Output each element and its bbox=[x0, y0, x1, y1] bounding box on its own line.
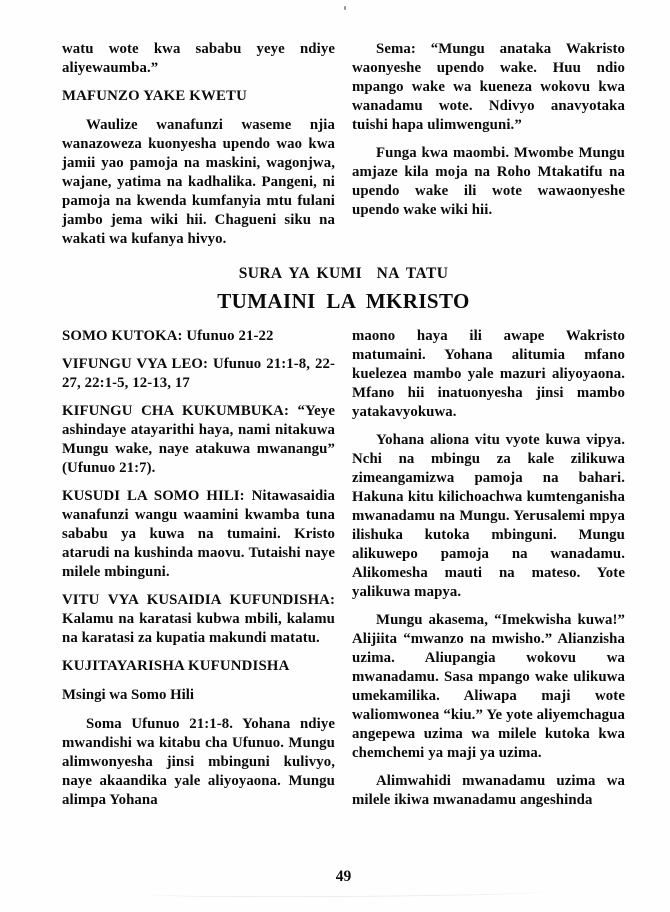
section-heading-mafunzo: MAFUNZO YAKE KWETU bbox=[62, 88, 248, 104]
chapter-header bbox=[62, 263, 625, 314]
lesson-section bbox=[62, 327, 625, 819]
mafunzo-paragraph: Waulize wanafunzi waseme njia wanazoweza kuonyesha upendo wao kwa jamii yao pamoja na maskini, wagonjwa, wajane, yatima na kadhalika. Pangeni, ni pamoja na kwenda kumfanyia mtu fulani jambo jema wiki hii. Chagueni siku na wakati wa kufanya hivyo. bbox=[62, 117, 335, 247]
scan-artifact-dot bbox=[344, 6, 346, 10]
kusudi-paragraph: KUSUDI LA SOMO HILI: Nitawasaidia wanafunzi wangu waamini kwamba tuna sababu ya kuwa na tumaini. Kristo atarudi na kushinda maovu. Tutaishi naye milele mbinguni. bbox=[62, 488, 335, 580]
section-heading-kujitayarisha: KUJITAYARISHA KUFUNDISHA bbox=[62, 658, 290, 674]
scan-artifact-line bbox=[150, 888, 542, 897]
somo-kutoka-line: SOMO KUTOKA: Ufunuo 21-22 bbox=[62, 328, 274, 344]
continuation-paragraph: watu wote kwa sababu yeye ndiye aliyewaumba.” bbox=[62, 41, 335, 76]
vitu-paragraph: VITU VYA KUSAIDIA KUFUNDISHA: Kalamu na karatasi kubwa mbili, kalamu na karatasi za kupatia makundi matatu. bbox=[62, 592, 335, 646]
lesson-right-column bbox=[352, 327, 625, 819]
mungu-akasema-paragraph: Mungu akasema, “Imekwisha kuwa!” Alijiita “mwanzo na mwisho.” Alianzisha uzima. Aliupangia wokovu wa mwanadamu. Sasa mpango wake ulikuwa umekamilika. Aliwapa maji wote waliomwonea “kiu.” Ye yote aliyemchagua angepewa uzima wa milele kutoka kwa chemchemi ya maji ya uzima. bbox=[352, 612, 625, 761]
chapter-title: TUMAINI LA MKRISTO bbox=[217, 289, 470, 313]
subheading-msingi: Msingi wa Somo Hili bbox=[62, 687, 194, 703]
maono-continuation-paragraph: maono haya ili awape Wakristo matumaini. Yohana alitumia mfano kuelezea mambo yale mazuri aliyoyaona. Mfano hii inatuonyesha jinsi mambo yatakavyokuwa. bbox=[352, 328, 625, 420]
intro-section bbox=[62, 40, 625, 258]
soma-ufunuo-paragraph: Soma Ufunuo 21:1-8. Yohana ndiye mwandishi wa kitabu cha Ufunuo. Mungu alimwonyesha jinsi mbinguni kulivyo, naye akaandika yale aliyoyaona. Mungu alimpa Yohana bbox=[62, 716, 335, 808]
chapter-kicker: SURA YA KUMI NA TATU bbox=[238, 265, 449, 282]
alimwahidi-paragraph: Alimwahidi mwanadamu uzima wa milele ikiwa mwanadamu angeshinda bbox=[352, 773, 625, 808]
lesson-left-column bbox=[62, 327, 335, 819]
vifungu-vya-leo-line: VIFUNGU VYA LEO: Ufunuo 21:1-8, 22-27, 22:1-5, 12-13, 17 bbox=[62, 356, 335, 391]
sema-paragraph: Sema: “Mungu anataka Wakristo waonyeshe upendo wake. Huu ndio mpango wake wa kueneza wokovu kwa wanadamu wote. Ndivyo anavyotaka tuishi hapa ulimwenguni.” bbox=[352, 41, 625, 133]
intro-right-column bbox=[352, 40, 625, 258]
yohana-aliona-paragraph: Yohana aliona vitu vyote kuwa vipya. Nchi na mbingu za kale zilikuwa zimeangamizwa pamoja na bahari. Hakuna kitu kilichoachwa kumtenganisha mwanadamu na Mungu. Yerusalemi mpya ilishuka kutoka mbinguni. Mungu alikuwepo pamoja na wanadamu. Alikomesha mauti na mateso. Yote yalikuwa mapya. bbox=[352, 432, 625, 600]
page-number: 49 bbox=[335, 868, 352, 885]
intro-left-column bbox=[62, 40, 335, 258]
funga-paragraph: Funga kwa maombi. Mwombe Mungu amjaze kila moja na Roho Mtakatifu na upendo wake ili wote wawaonyeshe upendo wake wiki hii. bbox=[352, 145, 625, 218]
kifungu-cha-kukumbuka-paragraph: KIFUNGU CHA KUKUMBUKA: “Yeye ashindaye atayarithi haya, nami nitakuwa Mungu wake, naye atakuwa mwanangu” (Ufunuo 21:7). bbox=[62, 403, 335, 476]
